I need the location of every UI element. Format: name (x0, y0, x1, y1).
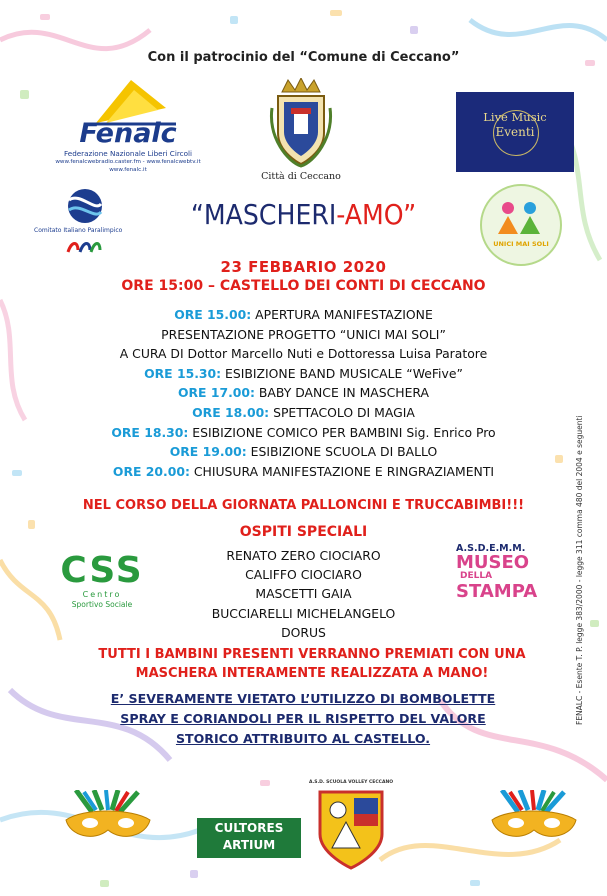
title-part-3: ” (403, 198, 417, 231)
agitos-icon (66, 238, 102, 256)
live-music-label: Live Music (483, 110, 547, 124)
fenalc-subtitle: Federazione Nazionale Liberi Circoli (64, 149, 192, 158)
program-item (0, 383, 607, 403)
program-item (0, 325, 607, 345)
event-date: 23 FEBBARIO 2020 (220, 258, 387, 276)
program-item (0, 442, 607, 462)
program-item (0, 305, 607, 325)
cip-label: Comitato Italiano Paralimpico (34, 227, 123, 234)
program-text: CHIUSURA MANIFESTAZIONE E RINGRAZIAMENTI (189, 463, 495, 479)
cultores-label: CULTORES (214, 821, 284, 835)
side-legal-note (575, 255, 587, 725)
program-text: APERTURA MANIFESTAZIONE (251, 307, 433, 322)
vietato-line-2: SPRAY E CORIANDOLI PER IL RISPETTO DEL VALORE (120, 711, 486, 726)
program-time: ORE 15.30: (144, 365, 222, 381)
citta-label: Città di Ceccano (261, 171, 341, 182)
stampa-label: STAMPA (456, 581, 538, 602)
patrocinio-text: Con il patrocinio del “Comune di Ceccano” (147, 50, 460, 65)
eventi-label: Eventi (495, 125, 535, 139)
program-item (0, 423, 607, 443)
artium-label: ARTIUM (222, 838, 276, 852)
program-time: ORE 20.00: (112, 463, 190, 479)
della-label: DELLA (460, 571, 493, 581)
volley-label: A.S.D. SCUOLA VOLLEY CECCANO (308, 780, 394, 785)
css-sub-1: Centro (82, 590, 122, 599)
palloncini-text: NEL CORSO DELLA GIORNATA PALLONCINI E TRUCCABIMBI!!! (82, 498, 525, 513)
vietato-line-3: STORICO ATTRIBUITO AL CASTELLO. (175, 731, 431, 746)
fenalc-name: Fenalc (79, 118, 177, 149)
premio-line-1: TUTTI I BAMBINI PRESENTI VERRANNO PREMIATI CON UNA (98, 647, 526, 662)
volley-shield-icon (316, 788, 386, 872)
css-main: CSS (60, 550, 144, 591)
ospite-item: RENATO ZERO CIOCIARO (226, 548, 381, 563)
carnival-mask-right-icon (488, 790, 580, 848)
live-music-logo (456, 92, 574, 172)
vietato-text (68, 689, 538, 749)
fenalc-web-1: www.fenalcwebradio.caster.fm - www.fenalcwebtv.it (55, 159, 201, 165)
css-sub-2: Sportivo Sociale (71, 600, 133, 609)
unici-label: UNICI MAI SOLI (493, 240, 549, 248)
coat-of-arms-icon (268, 78, 334, 168)
ceccano-crest (261, 78, 341, 190)
program-text: PRESENTAZIONE PROGETTO “UNICI MAI SOLI” (161, 326, 446, 342)
program-text: A CURA DI Dottor Marcello Nuti e Dottoressa Luisa Paratore (119, 346, 488, 362)
program-time: ORE 15.00: (174, 307, 252, 322)
program-item (0, 462, 607, 482)
fenalc-web-2: www.fenalc.it (109, 167, 147, 173)
volley-logo (308, 780, 394, 872)
program-item (0, 364, 607, 384)
event-title (0, 198, 607, 231)
side-note-text: FENALC - Esente T. P. legge 383/2000 - legge 311 comma 480 del 2004 e seguenti (575, 415, 584, 725)
premio-text (62, 645, 562, 683)
program-time: ORE 18.00: (192, 404, 270, 420)
program-item (0, 403, 607, 423)
program-text: ESIBIZIONE SCUOLA DI BALLO (246, 444, 438, 460)
css-letters (52, 550, 152, 591)
ospiti-heading: OSPITI SPECIALI (239, 524, 368, 540)
program-text: ESIBIZIONE BAND MUSICALE “WeFive” (221, 365, 463, 381)
museo-label: MUSEO (456, 552, 530, 573)
program-text: SPETTACOLO DI MAGIA (269, 404, 415, 420)
ospite-item: DORUS (281, 624, 326, 640)
css-logo (52, 550, 152, 614)
program-time: ORE 19.00: (169, 444, 247, 460)
title-part-1: “MASCHERI (190, 198, 337, 231)
event-venue: ORE 15:00 – CASTELLO DEI CONTI DI CECCANO (121, 278, 486, 294)
carnival-mask-left-icon (62, 790, 154, 848)
program-item (0, 344, 607, 364)
ospite-item: MASCETTI GAIA (255, 586, 352, 602)
vietato-line-1: E’ SEVERAMENTE VIETATO L’UTILIZZO DI BOMBOLETTE (110, 691, 496, 706)
program-text: BABY DANCE IN MASCHERA (254, 385, 429, 401)
asdemm-label: A.S.D.E.M.M. (456, 543, 526, 554)
cultores-artium-logo (197, 818, 301, 858)
title-part-2: -AMO (336, 198, 404, 231)
program-list (0, 305, 607, 481)
museo-stampa-logo (456, 543, 546, 609)
premio-line-2: MASCHERA INTERAMENTE REALIZZATA A MANO! (135, 666, 489, 681)
program-time: ORE 18.30: (111, 424, 189, 440)
fenalc-logo (38, 78, 218, 178)
ospite-item: CALIFFO CIOCIARO (245, 567, 362, 583)
ospite-item: BUCCIARELLI MICHELANGELO (211, 605, 396, 621)
program-text: ESIBIZIONE COMICO PER BAMBINI Sig. Enrico Pro (188, 424, 496, 440)
program-time: ORE 17.00: (177, 385, 255, 401)
